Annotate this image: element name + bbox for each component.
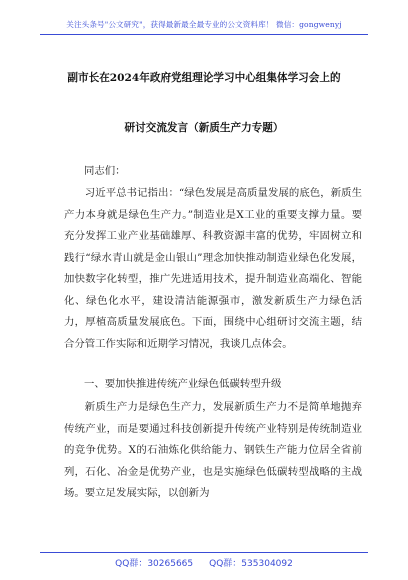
body-paragraph-1: 习近平总书记指出：“绿色发展是高质量发展的底色，新质生产力本身就是绿色生产力。”制造业是X工业的重要支撑力量。要充分发挥工业产业基础雄厚、科教资源丰富的优势，牢固树立和践行“绿水青山就是金山银山”理念加快推动制造业绿色化发展，加快数字化转型，推广先进适用技术，提升制造业高端化、智能化、绿色化水平，建设清洁能源强市，激发新质生产力绿色活力，厚植高质量发展底色。下面，围绕中心组研讨交流主题，结合分管工作实际和近期学习情况，我谈几点体会。 [64,187,362,350]
footer [0,556,408,569]
document-title-line2: 研讨交流发言（新质生产力专题） [124,122,284,134]
body-paragraph-2: 新质生产力是绿色生产力，发展新质生产力不是简单地抛弃传统产业，而是要通过科技创新提升传统产业特别是传统制造业的竞争优势。X的石油炼化供给能力、钢铁生产能力位居全省前列，石化、冶金是优势产业，也是实施绿色低碳转型战略的主战场。要立足发展实际，以创新为 [64,401,362,499]
header-banner: 关注头条号"公文研究"，获得最新最全最专业的公文资料库！ 微信：gongwenyj [66,20,342,29]
footer-qq-group-2: QQ群：535304092 [209,559,293,569]
header-divider [40,34,368,35]
section-heading-1: 一、要加快推进传统产业绿色低碳转型升级 [84,378,282,390]
document-title-line1: 副市长在2024年政府党组理论学习中心组集体学习会上的 [67,72,341,84]
salutation: 同志们： [84,165,126,177]
footer-qq-group-1: QQ群：30265665 [115,559,194,569]
footer-divider [40,552,368,553]
